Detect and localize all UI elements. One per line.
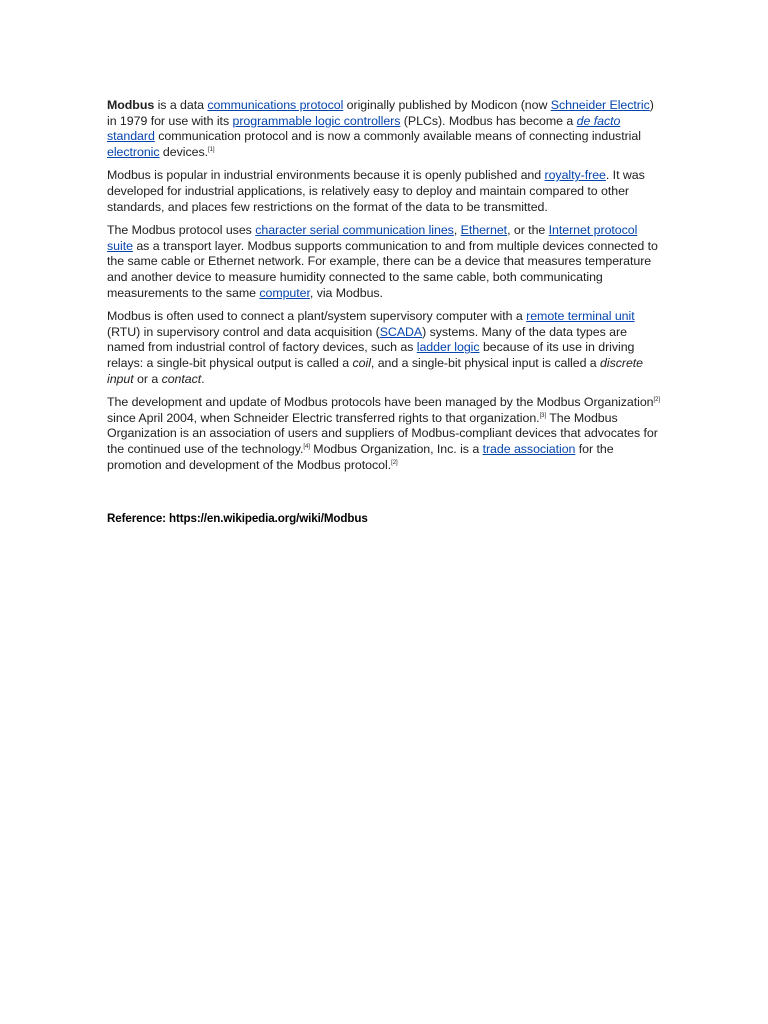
text-run: since April 2004, when Schneider Electric transferred rights to that organization.	[107, 410, 540, 425]
paragraph-transport	[107, 223, 663, 302]
text-run: , or the	[507, 222, 549, 237]
text-run: .	[201, 371, 205, 386]
paragraph-popularity	[107, 168, 663, 215]
link-computer[interactable]: computer	[259, 285, 310, 300]
link-communications-protocol[interactable]: communications protocol	[207, 98, 344, 112]
italic-term: discrete input	[107, 356, 644, 386]
text-run: originally published by Modicon (now	[343, 98, 551, 112]
text-run: The development and update of Modbus protocols have been managed by the Modbus Organization	[107, 394, 654, 409]
link-programmable-logic-controllers[interactable]: programmable logic controllers	[232, 113, 401, 128]
text-run: Modbus is often used to connect a plant/system supervisory computer with a	[107, 308, 527, 323]
text-run: (RTU) in supervisory control and data acquisition (	[107, 324, 380, 339]
text-run: The Modbus protocol uses	[107, 222, 256, 237]
reference-line: Reference: https://en.wikipedia.org/wiki/Modbus	[107, 512, 368, 525]
text-run: The Modbus Organization is an association of users and suppliers of Modbus-compliant devices that advocates for the continued use of the technology.	[107, 410, 658, 457]
text-run: ) systems. Many of the data types are named from industrial control of factory devices, such as	[107, 324, 627, 355]
text-run: ) in 1979 for use with its	[107, 98, 654, 128]
text-run: or a	[133, 371, 162, 386]
paragraph-intro	[107, 98, 663, 161]
text-run: is a data	[154, 98, 208, 112]
link-royalty-free[interactable]: royalty-free	[544, 168, 606, 183]
link-standard[interactable]: standard	[107, 129, 155, 144]
text-run: because of its use in driving relays: a single-bit physical output is called a	[107, 340, 635, 371]
text-run: Modbus is popular in industrial environments because it is openly published and	[107, 168, 545, 183]
bold-term: Modbus	[107, 98, 155, 112]
text-run: as a transport layer. Modbus supports communication to and from multiple devices connected to the same cable or Ethernet network. For example, there can be a device that measures temperature and another device to measure humidity connected to the same cable, both communicating measurements to the same	[107, 238, 658, 300]
link-internet-protocol-suite[interactable]: Internet protocol suite	[107, 222, 638, 253]
text-run: (PLCs). Modbus has become a	[400, 113, 577, 128]
citation-1[interactable]: [1]	[207, 147, 215, 154]
text-run: . It was developed for industrial applications, is relatively easy to deploy and maintain compared to other standards, and places few restrictions on the format of the data to be transmitted.	[107, 168, 645, 214]
text-run: ,	[453, 222, 461, 237]
italic-term: coil	[352, 356, 371, 371]
text-run: , via Modbus.	[309, 285, 383, 300]
citation-2[interactable]: [2]	[653, 396, 661, 403]
link-remote-terminal-unit[interactable]: remote terminal unit	[526, 308, 635, 323]
text-run: Modbus Organization, Inc. is a	[309, 442, 483, 457]
link-de-facto[interactable]: de facto	[576, 113, 621, 128]
text-run: communication protocol and is now a commonly available means of connecting industrial	[154, 129, 641, 144]
article-body	[107, 98, 663, 481]
paragraph-scada	[107, 309, 663, 388]
citation-2[interactable]: [2]	[391, 459, 398, 466]
paragraph-organization	[107, 395, 663, 474]
text-run: , and a single-bit physical input is called a	[370, 356, 601, 371]
link-electronic[interactable]: electronic	[107, 145, 160, 160]
link-schneider-electric[interactable]: Schneider Electric	[550, 98, 650, 112]
link-ethernet[interactable]: Ethernet	[460, 222, 508, 237]
citation-4[interactable]: [4]	[303, 444, 310, 451]
link-character-serial-communication-lines[interactable]: character serial communication lines	[255, 222, 454, 237]
citation-3[interactable]: [3]	[539, 412, 547, 419]
link-scada[interactable]: SCADA	[379, 324, 423, 339]
text-run: devices.	[159, 145, 208, 160]
italic-term: contact	[161, 371, 202, 386]
text-run: for the promotion and development of the Modbus protocol.	[107, 442, 614, 472]
link-ladder-logic[interactable]: ladder logic	[416, 340, 480, 355]
link-trade-association[interactable]: trade association	[482, 442, 576, 457]
